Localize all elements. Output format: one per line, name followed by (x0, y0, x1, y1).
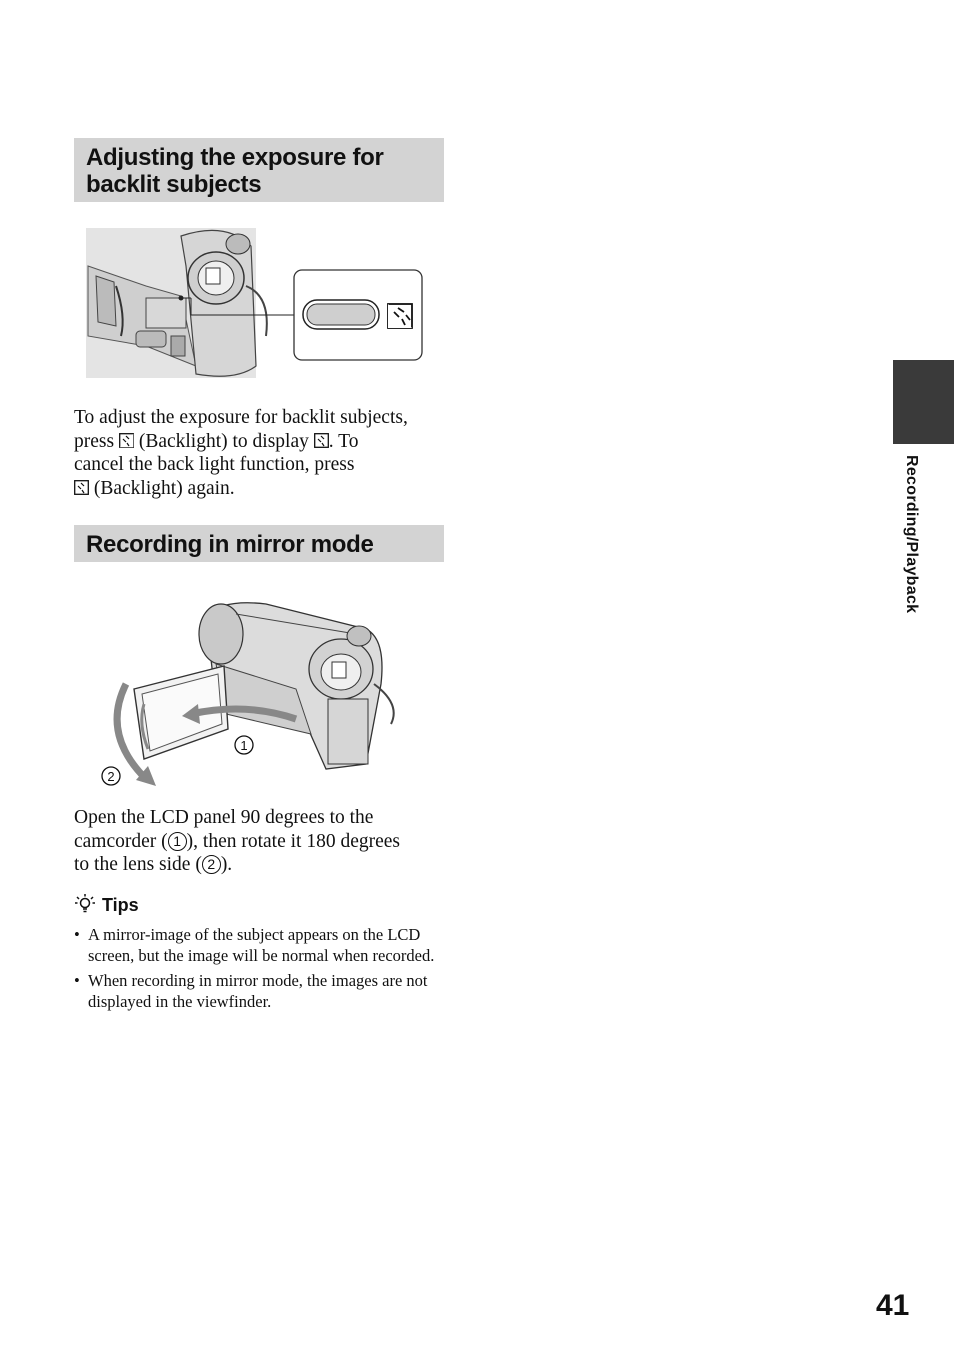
body-fragment: press (74, 430, 115, 452)
mirror-mode-figure (96, 594, 406, 794)
backlight-instructions (74, 406, 454, 500)
backlight-icon (388, 304, 412, 328)
chapter-label: Recording/Playback (903, 455, 920, 614)
body-fragment: ). (220, 854, 233, 875)
heading-line-1: Adjusting the exposure for (86, 144, 384, 171)
mirror-mode-instructions (74, 806, 454, 877)
backlight-icon (74, 480, 89, 495)
body-line: Open the LCD panel 90 degrees to the (74, 807, 374, 828)
circled-number-1: 1 (168, 832, 187, 851)
body-line (74, 853, 454, 877)
body-line (74, 477, 454, 501)
body-fragment: ), then rotate it 180 degrees (186, 830, 400, 852)
body-fragment: to the lens side ( (74, 854, 202, 875)
heading-line-2: backlit subjects (86, 171, 262, 198)
circled-number-2: 2 (202, 855, 221, 874)
section-heading-backlight (74, 138, 444, 202)
callout-2: 2 (107, 769, 115, 784)
section-heading-mirror-mode (74, 525, 444, 562)
backlight-button-figure (86, 226, 426, 381)
callout-1: 1 (240, 738, 248, 753)
backlight-icon (314, 433, 329, 448)
body-line (74, 830, 454, 854)
tips-heading-label: Tips (102, 895, 139, 915)
body-fragment: (Backlight) to display (138, 430, 309, 452)
tips-list (74, 924, 444, 1016)
body-fragment: camcorder ( (74, 830, 168, 852)
body-line: cancel the back light function, press (74, 454, 355, 475)
heading-line: Recording in mirror mode (86, 531, 374, 558)
body-fragment: . To (328, 430, 359, 452)
tips-heading (74, 893, 139, 916)
tips-item: • A mirror-image of the subject appears on the LCD screen, but the image will be normal when recorded. (74, 924, 444, 966)
body-fragment: (Backlight) again. (93, 477, 235, 499)
chapter-tab (893, 360, 954, 444)
backlight-icon (119, 433, 134, 448)
tips-item: • When recording in mirror mode, the images are not displayed in the viewfinder. (74, 970, 444, 1012)
body-line (74, 430, 454, 454)
tips-lightbulb-icon (74, 893, 96, 915)
page-number: 41 (876, 1289, 910, 1322)
body-line: To adjust the exposure for backlit subjects, (74, 407, 408, 428)
